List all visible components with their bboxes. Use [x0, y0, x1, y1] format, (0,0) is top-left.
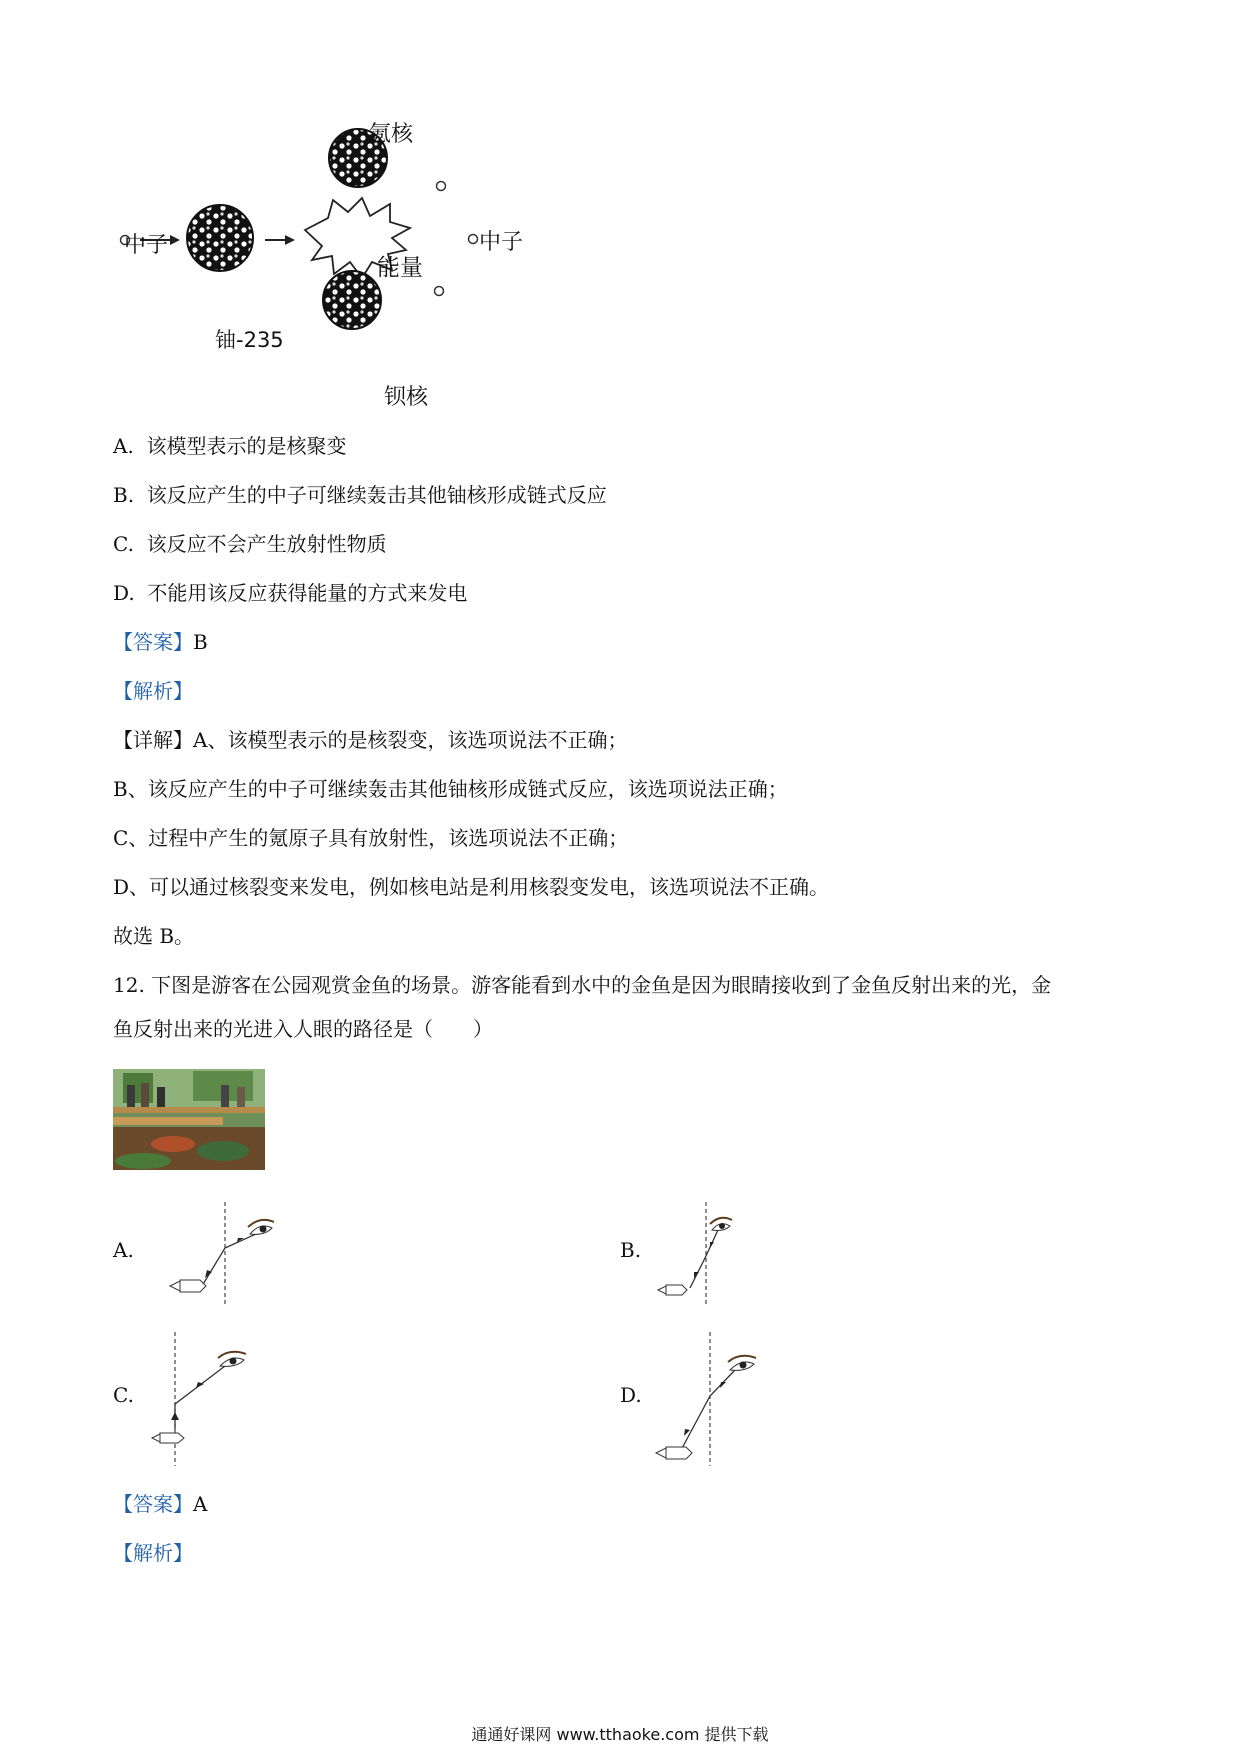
neutron-in-label: 中子: [124, 233, 169, 258]
q11-option-a: A. 该模型表示的是核聚变: [113, 434, 347, 458]
q11-option-c: C. 该反应不会产生放射性物质: [113, 532, 387, 556]
q12-option-b-diagram: [650, 1200, 750, 1310]
q12-option-b-letter: B.: [620, 1238, 642, 1262]
q12-option-a-diagram: [160, 1200, 280, 1310]
q12-analysis-tag: 【解析】: [113, 1541, 193, 1565]
fish-icon: [152, 1433, 184, 1443]
q11-option-b: B. 该反应产生的中子可继续轰击其他铀核形成链式反应: [113, 483, 607, 507]
park-goldfish-photo: [113, 1069, 265, 1170]
q11-detail-b: B、该反应产生的中子可继续轰击其他铀核形成链式反应，该选项说法正确；: [113, 777, 788, 801]
q12-stem-line1: 12. 下图是游客在公园观赏金鱼的场景。游客能看到水中的金鱼是因为眼睛接收到了金鱼反射出来的光，金: [113, 973, 1052, 997]
q12-option-a-letter: A.: [113, 1238, 134, 1262]
eye-icon: [728, 1356, 756, 1371]
uranium-nucleus-icon: [187, 205, 253, 271]
neutron-out-icon: [435, 287, 444, 296]
energy-label: 能量: [377, 255, 423, 281]
q12-option-d-letter: D.: [620, 1383, 642, 1407]
q11-detail-c: C、过程中产生的氪原子具有放射性，该选项说法不正确；: [113, 826, 629, 850]
barium-nucleus-icon: [323, 271, 381, 329]
neutron-out-label: 中子: [479, 230, 524, 255]
neutron-out-icon: [469, 235, 478, 244]
page-footer: 通通好课网 www.tthaoke.com 提供下载: [471, 1725, 769, 1744]
barium-label: 钡核: [384, 385, 429, 410]
q12-option-c-letter: C.: [113, 1383, 134, 1407]
neutron-out-icon: [437, 182, 446, 191]
eye-icon: [218, 1352, 246, 1367]
q12-option-d-diagram: [650, 1330, 770, 1470]
krypton-label: 氪核: [369, 122, 414, 147]
q11-conclusion: 故选 B。: [113, 924, 195, 948]
q12-option-c-diagram: [150, 1330, 270, 1470]
fish-icon: [170, 1280, 206, 1292]
q11-detail-d: D、可以通过核裂变来发电，例如核电站是利用核裂变发电，该选项说法不正确。: [113, 875, 830, 899]
fish-icon: [656, 1447, 692, 1459]
q11-answer: 【答案】B: [113, 630, 208, 654]
q12-answer: 【答案】A: [113, 1492, 208, 1516]
eye-icon: [710, 1218, 732, 1231]
uranium-label: 铀-235: [215, 328, 284, 352]
q11-analysis-tag: 【解析】: [113, 679, 193, 703]
q12-stem-line2: 鱼反射出来的光进入人眼的路径是（ ）: [113, 1017, 493, 1041]
fish-icon: [658, 1285, 687, 1295]
eye-icon: [248, 1220, 274, 1235]
q11-option-d: D. 不能用该反应获得能量的方式来发电: [113, 581, 468, 605]
q11-detail-a: 【详解】A、该模型表示的是核裂变，该选项说法不正确；: [113, 728, 628, 752]
